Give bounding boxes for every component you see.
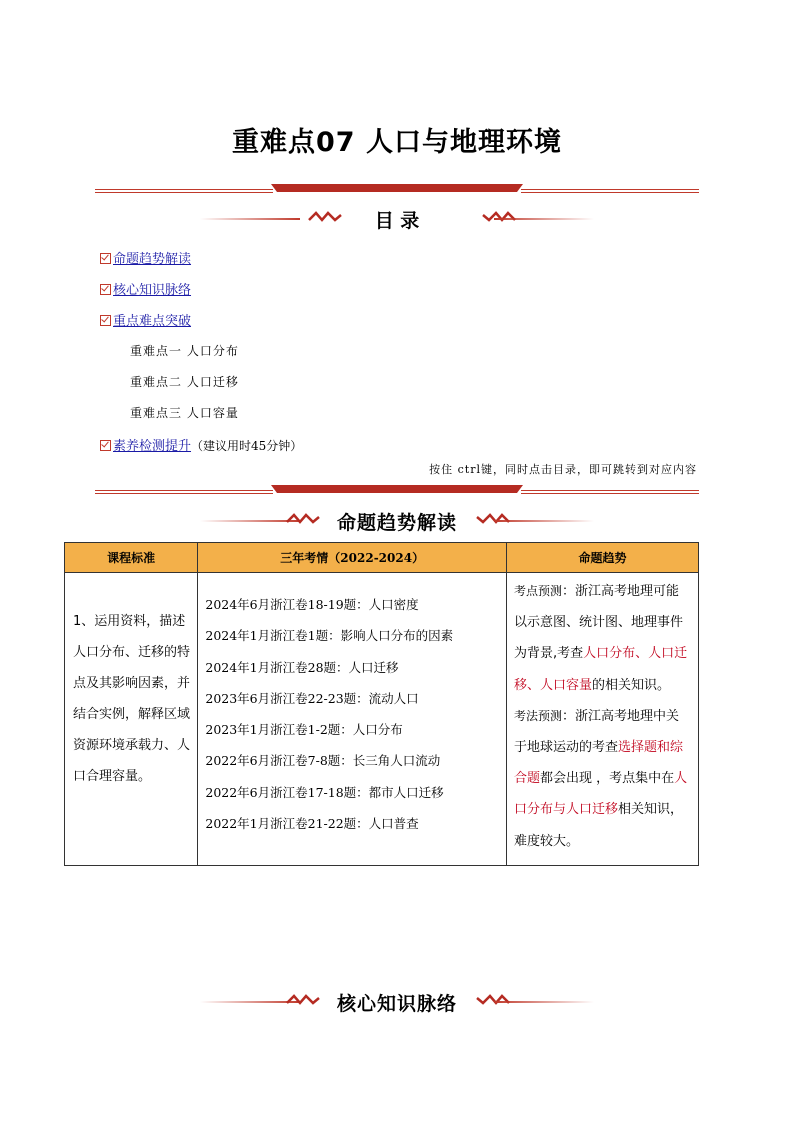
exam-item: 2024年6月浙江卷18-19题：人口密度 — [205, 597, 419, 612]
toc-item-trend[interactable] — [100, 248, 191, 267]
toc-item-assessment[interactable] — [100, 435, 302, 454]
toc-heading — [200, 204, 594, 234]
exam-item: 2023年6月浙江卷22-23题：流动人口 — [205, 690, 419, 706]
toc-subitem[interactable]: 重难点二 人口迁移 — [130, 375, 239, 389]
checkbox-icon — [100, 440, 111, 451]
page-title: 重难点07 人口与地理环境 — [232, 127, 562, 158]
toc-item-knowledge[interactable] — [100, 279, 191, 298]
trend-table — [64, 542, 699, 866]
section-heading-knowledge — [200, 987, 594, 1017]
table-header-row — [65, 543, 699, 573]
toc-subitem[interactable]: 重难点一 人口分布 — [130, 344, 239, 358]
exam-item: 2024年1月浙江卷1题：影响人口分布的因素 — [205, 628, 454, 644]
exam-item: 2023年1月浙江卷1-2题：人口分布 — [205, 722, 403, 738]
standard-text: 1、运用资料，描述人口分布、迁移的特点及其影响因素，并结合实例，解释区域资源环境承载力、人口合理容量。 — [73, 614, 191, 784]
column-header: 命题趋势 — [507, 543, 699, 573]
toc-link[interactable]: 核心知识脉络 — [113, 283, 192, 298]
table-row — [65, 573, 699, 866]
toc-hint: 按住 ctrl键，同时点击目录，即可跳转到对应内容 — [429, 463, 697, 476]
exam-item: 2022年6月浙江卷7-8题：长三角人口流动 — [205, 753, 441, 769]
exams-cell — [198, 573, 507, 866]
wave-ornament-icon — [476, 993, 510, 1007]
toc-link[interactable]: 素养检测提升 — [113, 439, 192, 454]
toc-link[interactable]: 重点难点突破 — [113, 314, 192, 329]
column-header: 课程标准 — [65, 543, 198, 573]
standard-cell — [65, 573, 198, 866]
checkbox-icon — [100, 284, 111, 295]
checkbox-icon — [100, 253, 111, 264]
exam-item: 2022年6月浙江卷17-18题：都市人口迁移 — [205, 784, 444, 800]
toc-divider — [95, 485, 699, 499]
time-note: （建议用时45分钟） — [191, 439, 303, 453]
toc-item-breakthrough[interactable] — [100, 310, 191, 329]
wave-ornament-icon — [476, 512, 510, 526]
toc-link[interactable]: 命题趋势解读 — [113, 252, 192, 267]
exam-item: 2024年1月浙江卷28题：人口迁移 — [205, 659, 399, 675]
exam-item: 2022年1月浙江卷21-22题：人口普查 — [205, 816, 419, 832]
trend-cell — [507, 573, 699, 866]
title-divider — [95, 184, 699, 198]
toc-heading-text: 目 录 — [374, 210, 420, 232]
section-heading-text: 命题趋势解读 — [336, 512, 457, 534]
checkbox-icon — [100, 315, 111, 326]
trend-text: 考点预测：浙江高考地理可能以示意图、统计图、地理事件为背景,考查人口分布、人口迁移、人口容量的相关知识。 考法预测：浙江高考地理中关于地球运动的考查选择题和综合题都会出现 ，考点集中在人口分布与人口迁移相关知识，难度较大。 — [514, 584, 688, 849]
column-header: 三年考情（2022-2024） — [198, 543, 507, 573]
section-heading-trend — [200, 506, 594, 536]
toc-subitem[interactable]: 重难点三 人口容量 — [130, 406, 239, 420]
wave-ornament-icon — [482, 210, 516, 224]
section-heading-text: 核心知识脉络 — [336, 993, 457, 1015]
